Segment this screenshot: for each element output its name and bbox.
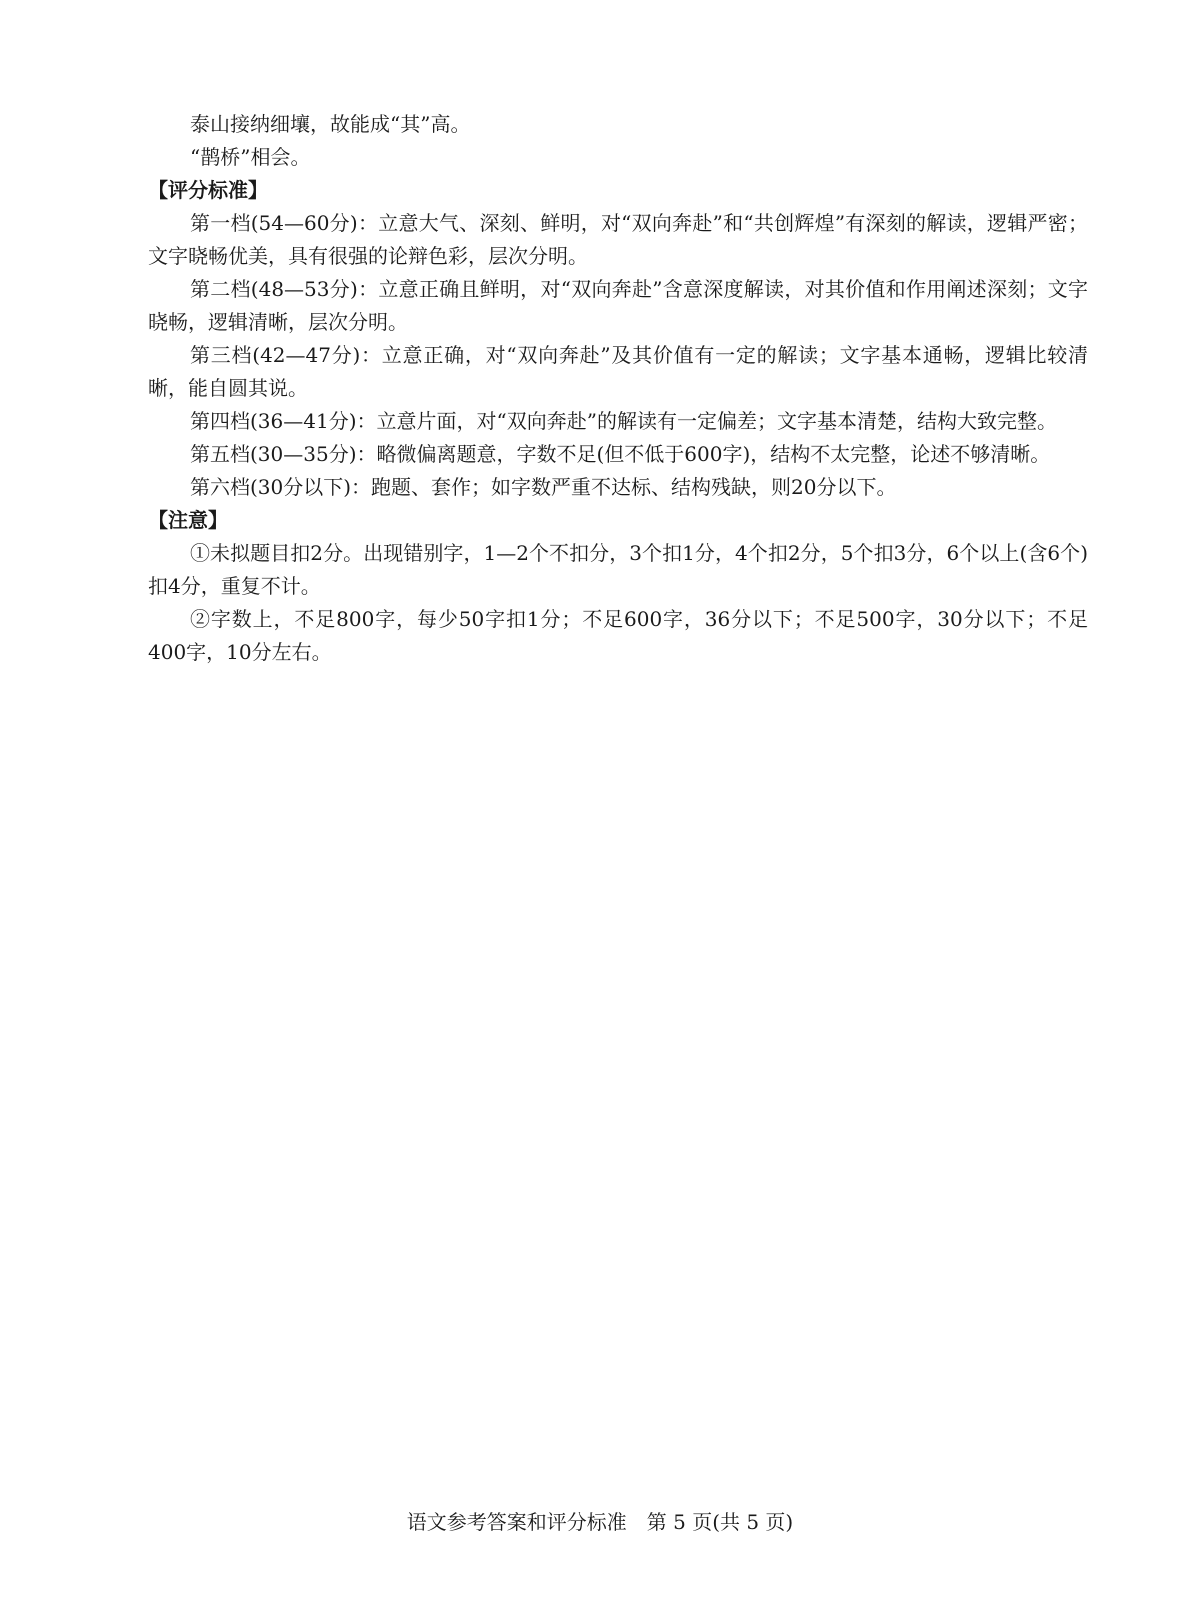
note-item-2: ②字数上，不足800字，每少50字扣1分；不足600字，36分以下；不足500字，30分以下；不足400字，10分左右。 [148,607,1088,664]
example-line: 泰山接纳细壤，故能成“其”高。 [190,112,471,136]
note-item-1: ①未拟题目扣2分。出现错别字，1—2个不扣分，3个扣1分，4个扣2分，5个扣3分，6个以上(含6个)扣4分，重复不计。 [148,541,1088,598]
scoring-heading: 【评分标准】 [148,178,268,202]
notes-heading: 【注意】 [148,508,228,532]
scoring-level-3: 第三档(42—47分)：立意正确，对“双向奔赴”及其价值有一定的解读；文字基本通畅，逻辑比较清晰，能自圆其说。 [148,343,1088,400]
page-content [148,108,1088,669]
scoring-level-1: 第一档(54—60分)：立意大气、深刻、鲜明，对“双向奔赴”和“共创辉煌”有深刻的解读，逻辑严密；文字晓畅优美，具有很强的论辩色彩，层次分明。 [148,211,1088,268]
scoring-level-6: 第六档(30分以下)：跑题、套作；如字数严重不达标、结构残缺，则20分以下。 [190,475,897,499]
scoring-level-4: 第四档(36—41分)：立意片面，对“双向奔赴”的解读有一定偏差；文字基本清楚，结构大致完整。 [190,409,1057,433]
page-footer: 语文参考答案和评分标准 第 5 页(共 5 页) [406,1510,794,1534]
scoring-level-2: 第二档(48—53分)：立意正确且鲜明，对“双向奔赴”含意深度解读，对其价值和作用阐述深刻；文字晓畅，逻辑清晰，层次分明。 [148,277,1088,334]
example-line: “鹊桥”相会。 [190,145,311,169]
scoring-level-5: 第五档(30—35分)：略微偏离题意，字数不足(但不低于600字)，结构不太完整，论述不够清晰。 [190,442,1051,466]
